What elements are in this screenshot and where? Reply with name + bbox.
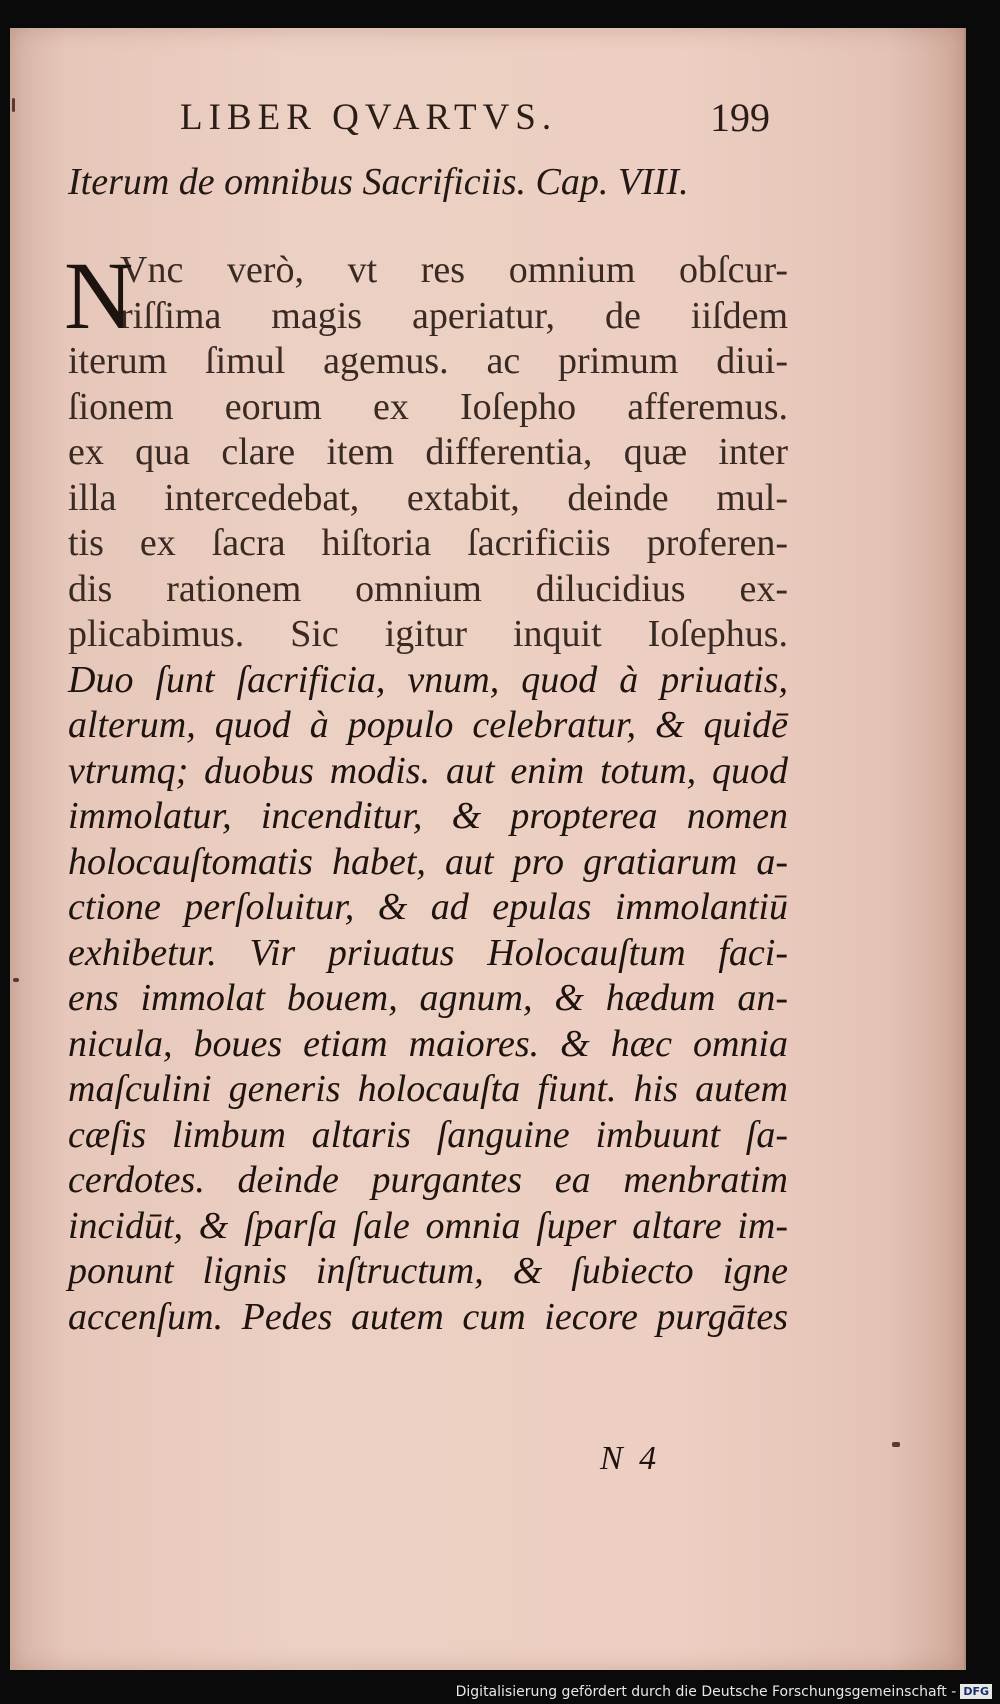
- text-line: accenſum. Pedes autem cum iecore purgātes: [68, 1295, 788, 1338]
- catchword: N 4: [600, 1440, 661, 1477]
- text-line: tis ex ſacra hiſtoria ſacrificiis proferen-: [68, 522, 788, 564]
- text-line: immolatur, incenditur, & propterea nomen: [68, 795, 788, 837]
- text-line: ſionem eorum ex Ioſepho afferemus.: [68, 385, 788, 428]
- text-line: alterum, quod à populo celebratur, & quidē: [68, 704, 788, 746]
- text-body: [64, 242, 788, 1340]
- text-line: Duo ſunt ſacrificia, vnum, quod à priuatis,: [68, 658, 788, 701]
- text-line: ctione perſoluitur, & ad epulas immolantiū: [68, 886, 788, 928]
- text-line: Vnc verò, vt res omnium obſcur-: [120, 249, 788, 291]
- page-edge-mark: [13, 978, 19, 982]
- text-line: riſſima magis aperiatur, de iiſdem: [120, 294, 788, 337]
- credit-text: Digitalisierung gefördert durch die Deutsche Forschungsgemeinschaft -: [455, 1684, 957, 1700]
- text-line: maſculini generis holocauſta fiunt. his autem: [68, 1068, 788, 1110]
- text-line: incidūt, & ſparſa ſale omnia ſuper altare im-: [68, 1204, 788, 1247]
- running-header: [70, 90, 770, 150]
- text-line: plicabimus. Sic igitur inquit Ioſephus.: [68, 613, 788, 655]
- text-line: ponunt lignis inſtructum, & ſubiecto igne: [68, 1250, 788, 1292]
- text-line: illa intercedebat, extabit, deinde mul-: [68, 476, 788, 519]
- text-line: cæſis limbum altaris ſanguine imbuunt ſa-: [68, 1113, 788, 1156]
- text-line: dis rationem omnium dilucidius ex-: [68, 567, 788, 610]
- text-line: nicula, boues etiam maiores. & hæc omnia: [68, 1022, 788, 1065]
- text-line: ens immolat bouem, agnum, & hædum an-: [68, 977, 788, 1019]
- drop-cap: N: [64, 242, 134, 349]
- text-line: vtrumq; duobus modis. aut enim totum, quod: [68, 749, 788, 792]
- page-number: 199: [710, 95, 770, 140]
- digitization-credit: [456, 1684, 992, 1700]
- text-line: holocauſtomatis habet, aut pro gratiarum a-: [68, 840, 788, 883]
- page-spot: [892, 1442, 900, 1447]
- text-line: ex qua clare item differentia, quæ inter: [68, 431, 788, 473]
- dfg-logo: DFG: [960, 1684, 992, 1699]
- text-line: cerdotes. deinde purgantes ea menbratim: [68, 1159, 788, 1201]
- page-edge-mark: [12, 98, 15, 112]
- text-line: iterum ſimul agemus. ac primum diui-: [68, 340, 788, 382]
- book-page: [10, 28, 966, 1670]
- text-line: exhibetur. Vir priuatus Holocauſtum faci-: [68, 931, 788, 974]
- running-title: LIBER QVARTVS.: [180, 97, 558, 138]
- chapter-title: Iterum de omnibus Sacrificiis. Cap. VIII.: [68, 161, 689, 203]
